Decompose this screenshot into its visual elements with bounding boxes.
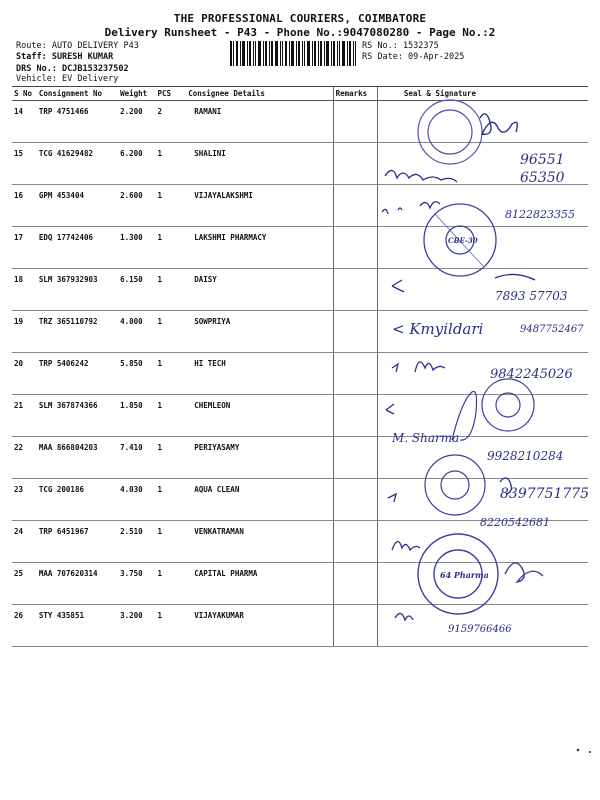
cell-consignee: RAMANI bbox=[186, 101, 333, 143]
cell-seal bbox=[377, 395, 588, 437]
header-seal: Seal & Signature bbox=[377, 87, 588, 101]
cell-sno: 24 bbox=[12, 521, 37, 563]
cell-consignee: DAISY bbox=[186, 269, 333, 311]
cell-weight: 2.200 bbox=[118, 101, 155, 143]
stamp-code-17: CBE-30 bbox=[448, 236, 478, 245]
table-row bbox=[12, 185, 588, 227]
cell-seal bbox=[377, 479, 588, 521]
cell-consignment: STY 435851 bbox=[37, 605, 118, 647]
table-row bbox=[12, 353, 588, 395]
table-row bbox=[12, 395, 588, 437]
handwritten-phone-23: 8397751775 bbox=[500, 486, 590, 502]
table-row bbox=[12, 143, 588, 185]
cell-remarks bbox=[333, 269, 377, 311]
cell-remarks bbox=[333, 605, 377, 647]
cell-consignee: AQUA CLEAN bbox=[186, 479, 333, 521]
cell-consignment: TRP 5406242 bbox=[37, 353, 118, 395]
staff-label: Staff: SURESH KUMAR bbox=[16, 52, 114, 62]
table-row bbox=[12, 605, 588, 647]
handwritten-row19: < Kmyildari bbox=[392, 320, 484, 338]
cell-consignment: TCG 200186 bbox=[37, 479, 118, 521]
cell-consignment: EDQ 17742406 bbox=[37, 227, 118, 269]
cell-weight: 4.000 bbox=[118, 311, 155, 353]
handwritten-phone-17: 8122823355 bbox=[505, 208, 575, 221]
cell-sno: 18 bbox=[12, 269, 37, 311]
cell-weight: 2.600 bbox=[118, 185, 155, 227]
cell-consignment: GPM 453404 bbox=[37, 185, 118, 227]
cell-seal bbox=[377, 269, 588, 311]
table-row bbox=[12, 311, 588, 353]
cell-pcs: 2 bbox=[155, 101, 186, 143]
cell-consignee: LAKSHMI PHARMACY bbox=[186, 227, 333, 269]
cell-weight: 3.750 bbox=[118, 563, 155, 605]
cell-sno: 15 bbox=[12, 143, 37, 185]
cell-consignee: CHEMLEON bbox=[186, 395, 333, 437]
cell-seal bbox=[377, 311, 588, 353]
handwritten-phone-26: 9159766466 bbox=[448, 624, 512, 635]
vehicle-label: Vehicle: EV Delivery bbox=[16, 74, 119, 84]
cell-consignment: TRZ 365110792 bbox=[37, 311, 118, 353]
runsheet-table bbox=[12, 87, 588, 647]
cell-pcs: 1 bbox=[155, 353, 186, 395]
cell-consignment: TRP 6451967 bbox=[37, 521, 118, 563]
cell-sno: 14 bbox=[12, 101, 37, 143]
header-consignee: Consignee Details bbox=[186, 87, 333, 101]
cell-consignment: MAA 707620314 bbox=[37, 563, 118, 605]
cell-remarks bbox=[333, 227, 377, 269]
cell-remarks bbox=[333, 479, 377, 521]
cell-weight: 7.410 bbox=[118, 437, 155, 479]
cell-sno: 25 bbox=[12, 563, 37, 605]
cell-weight: 1.300 bbox=[118, 227, 155, 269]
cell-pcs: 1 bbox=[155, 605, 186, 647]
table-row bbox=[12, 227, 588, 269]
handwritten-phone-18: 7893 57703 bbox=[495, 289, 568, 303]
cell-consignee: SHALINI bbox=[186, 143, 333, 185]
handwritten-phone-22: 9928210284 bbox=[487, 449, 564, 463]
route-label: Route: AUTO DELIVERY P43 bbox=[16, 41, 139, 51]
cell-remarks bbox=[333, 521, 377, 563]
cell-sno: 22 bbox=[12, 437, 37, 479]
cell-seal bbox=[377, 563, 588, 605]
table-row bbox=[12, 479, 588, 521]
cell-remarks bbox=[333, 437, 377, 479]
header-weight: Weight bbox=[118, 87, 155, 101]
cell-pcs: 1 bbox=[155, 521, 186, 563]
cell-pcs: 1 bbox=[155, 479, 186, 521]
cell-sno: 20 bbox=[12, 353, 37, 395]
cell-seal bbox=[377, 521, 588, 563]
cell-remarks bbox=[333, 563, 377, 605]
cell-remarks bbox=[333, 395, 377, 437]
cell-pcs: 1 bbox=[155, 311, 186, 353]
cell-weight: 2.510 bbox=[118, 521, 155, 563]
cell-sno: 26 bbox=[12, 605, 37, 647]
cell-pcs: 1 bbox=[155, 227, 186, 269]
drs-label: DRS No.: DCJB153237502 bbox=[16, 64, 129, 74]
cell-sno: 21 bbox=[12, 395, 37, 437]
rs-date: RS Date: 09-Apr-2025 bbox=[362, 52, 465, 62]
stamp-text-25: 64 Pharma bbox=[440, 570, 489, 580]
table-row bbox=[12, 269, 588, 311]
cell-seal bbox=[377, 101, 588, 143]
cell-consignment: SLM 367874366 bbox=[37, 395, 118, 437]
cell-pcs: 1 bbox=[155, 269, 186, 311]
cell-pcs: 1 bbox=[155, 563, 186, 605]
cell-pcs: 1 bbox=[155, 437, 186, 479]
cell-seal bbox=[377, 353, 588, 395]
runsheet-subtitle: Delivery Runsheet - P43 - Phone No.:9047080280 - Page No.:2 bbox=[104, 26, 496, 39]
cell-consignee: VENKATRAMAN bbox=[186, 521, 333, 563]
cell-sno: 23 bbox=[12, 479, 37, 521]
cell-weight: 4.030 bbox=[118, 479, 155, 521]
cell-consignee: VIJAYAKUMAR bbox=[186, 605, 333, 647]
cell-remarks bbox=[333, 101, 377, 143]
stray-mark bbox=[577, 749, 579, 751]
cell-consignee: CAPITAL PHARMA bbox=[186, 563, 333, 605]
cell-weight: 5.850 bbox=[118, 353, 155, 395]
cell-seal bbox=[377, 227, 588, 269]
company-title: THE PROFESSIONAL COURIERS, COIMBATORE bbox=[173, 12, 427, 25]
header-remarks: Remarks bbox=[333, 87, 377, 101]
cell-remarks bbox=[333, 143, 377, 185]
cell-weight: 3.200 bbox=[118, 605, 155, 647]
cell-seal bbox=[377, 437, 588, 479]
header-consignment: Consignment No bbox=[37, 87, 118, 101]
cell-consignee: HI TECH bbox=[186, 353, 333, 395]
handwritten-phone-24: 8220542681 bbox=[480, 516, 550, 529]
cell-consignee: PERIYASAMY bbox=[186, 437, 333, 479]
cell-remarks bbox=[333, 311, 377, 353]
cell-sno: 19 bbox=[12, 311, 37, 353]
table-row bbox=[12, 101, 588, 143]
cell-seal bbox=[377, 143, 588, 185]
stray-mark bbox=[589, 751, 591, 753]
cell-weight: 1.850 bbox=[118, 395, 155, 437]
cell-remarks bbox=[333, 353, 377, 395]
cell-consignee: VIJAYALAKSHMI bbox=[186, 185, 333, 227]
rs-number: RS No.: 1532375 bbox=[362, 41, 439, 51]
table-row bbox=[12, 521, 588, 563]
header-sno: S No bbox=[12, 87, 37, 101]
handwritten-phone-15: 96551 bbox=[520, 152, 565, 168]
cell-consignment: TRP 4751466 bbox=[37, 101, 118, 143]
cell-consignment: TCG 41629482 bbox=[37, 143, 118, 185]
header-pcs: PCS bbox=[155, 87, 186, 101]
handwritten-phone-16: 65350 bbox=[520, 170, 565, 186]
table-row bbox=[12, 437, 588, 479]
table-header-row bbox=[12, 87, 588, 101]
cell-pcs: 1 bbox=[155, 143, 186, 185]
cell-consignment: MAA 866804203 bbox=[37, 437, 118, 479]
cell-sno: 17 bbox=[12, 227, 37, 269]
cell-weight: 6.200 bbox=[118, 143, 155, 185]
cell-seal bbox=[377, 605, 588, 647]
table-row bbox=[12, 563, 588, 605]
handwritten-name-22: M. Sharma bbox=[392, 431, 460, 445]
cell-weight: 6.150 bbox=[118, 269, 155, 311]
cell-pcs: 1 bbox=[155, 185, 186, 227]
cell-pcs: 1 bbox=[155, 395, 186, 437]
barcode-icon bbox=[230, 41, 356, 66]
cell-sno: 16 bbox=[12, 185, 37, 227]
cell-seal bbox=[377, 185, 588, 227]
cell-consignee: SOWPRIYA bbox=[186, 311, 333, 353]
handwritten-phone-20: 9842245026 bbox=[490, 367, 573, 382]
cell-remarks bbox=[333, 185, 377, 227]
cell-consignment: SLM 367932903 bbox=[37, 269, 118, 311]
handwritten-phone-19: 9487752467 bbox=[520, 324, 584, 335]
